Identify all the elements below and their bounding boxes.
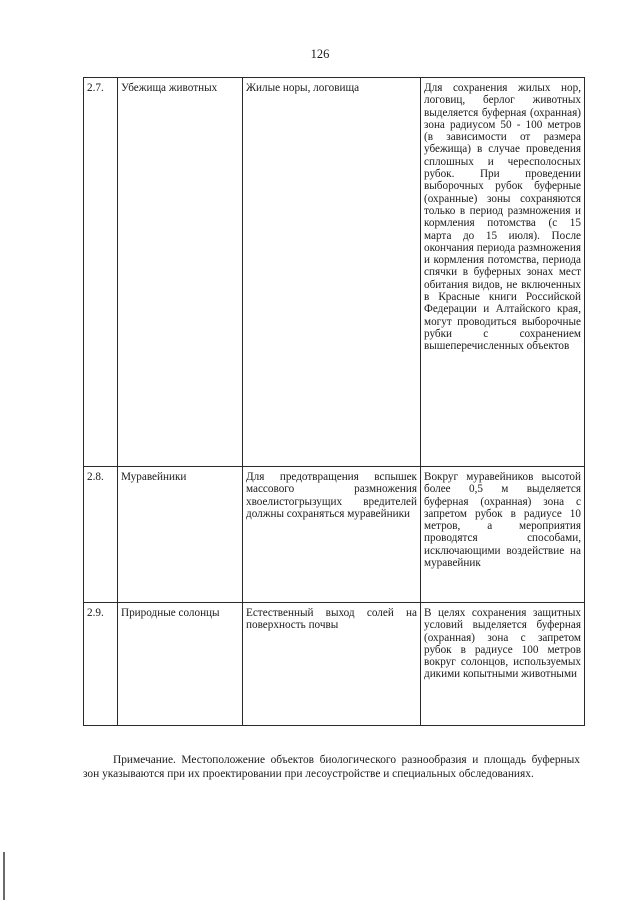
- table-row: [84, 78, 585, 467]
- object-description: Жилые норы, логовища: [243, 78, 421, 467]
- buffer-zone-rule: Для сохранения жилых нор, логовиц, берлог животных выделяется буферная (охранная) зона радиусом 50 - 100 метров (в зависимости от размера убежища) в случае проведения сплошных и чересполосных рубок. При проведении выборочных рубок буферные (охранные) зоны сохраняются только в период размножения и кормления потомства (с 15 марта до 15 июля). После окончания периода размножения и кормления потомства, периода спячки в буферных зонах мест обитания видов, не включенных в Красные книги Российской Федерации и Алтайского края, могут проводиться выборочные рубки с сохранением вышеперечисленных объектов: [421, 78, 585, 467]
- table-row: [84, 603, 585, 726]
- object-name: Убежища животных: [118, 78, 243, 467]
- buffer-zone-rule: Вокруг муравейников высотой более 0,5 м выделяется буферная (охранная) зона с запретом рубок в радиусе 10 метров, а мероприятия проводятся способами, исключающими воздействие на муравейник: [421, 467, 585, 603]
- table-row: [84, 467, 585, 603]
- object-description: Естественный выход солей на поверхность почвы: [243, 603, 421, 726]
- row-number: 2.8.: [84, 467, 118, 603]
- row-number: 2.7.: [84, 78, 118, 467]
- object-name: Природные солонцы: [118, 603, 243, 726]
- row-number: 2.9.: [84, 603, 118, 726]
- object-name: Муравейники: [118, 467, 243, 603]
- buffer-zone-rule: В целях сохранения защитных условий выделяется буферная (охранная) зона с запретом рубок в радиусе 100 метров вокруг солонцов, используемых дикими копытными животными: [421, 603, 585, 726]
- page-number: 126: [310, 47, 330, 61]
- scan-edge-mark: [3, 852, 5, 900]
- biodiversity-table: [83, 77, 585, 726]
- object-description: Для предотвращения вспышек массового размножения хвоелистогрызущих вредителей должны сохраняться муравейники: [243, 467, 421, 603]
- footnote: Примечание. Местоположение объектов биологического разнообразия и площадь буферных зон указываются при их проектировании при лесоустройстве и специальных обследованиях.: [83, 754, 580, 781]
